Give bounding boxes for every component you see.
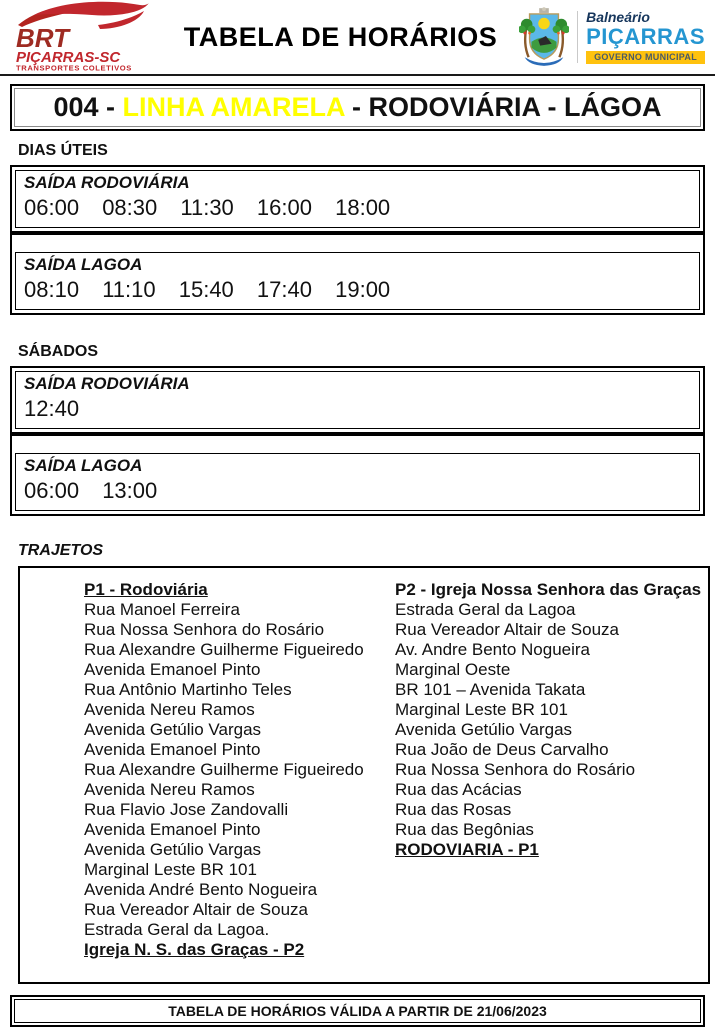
route-street: Avenida Emanoel Pinto bbox=[84, 820, 261, 839]
route-street: Avenida Getúlio Vargas bbox=[84, 720, 262, 739]
brt-logo bbox=[0, 0, 162, 76]
route-street: Rua Antônio Martinho Teles bbox=[84, 680, 292, 699]
departure-title: SAÍDA LAGOA bbox=[24, 456, 143, 475]
route-street: Marginal Leste BR 101 bbox=[395, 700, 568, 719]
city-name-picarras: PIÇARRAS bbox=[586, 23, 705, 49]
line-banner bbox=[10, 84, 705, 131]
line-name-highlight: LINHA AMARELA bbox=[122, 92, 345, 122]
route-street: Rua Vereador Altair de Souza bbox=[84, 900, 308, 919]
route-column-p1 bbox=[20, 580, 395, 982]
city-logo-divider bbox=[577, 11, 578, 63]
city-government-badge: GOVERNO MUNICIPAL bbox=[586, 51, 705, 64]
saturdays-rodoviaria-inner bbox=[15, 371, 700, 429]
route-street: Rua Manoel Ferreira bbox=[84, 600, 240, 619]
route-street: Av. Andre Bento Nogueira bbox=[395, 640, 591, 659]
route-street: Avenida André Bento Nogueira bbox=[84, 880, 318, 899]
departure-times bbox=[24, 478, 691, 504]
weekdays-rodoviaria-table bbox=[10, 165, 705, 233]
route-end-p1: RODOVIARIA - P1 bbox=[395, 840, 539, 859]
departure-times bbox=[24, 277, 691, 303]
route-street: Estrada Geral da Lagoa. bbox=[84, 920, 270, 939]
route-street: Rua Nossa Senhora do Rosário bbox=[84, 620, 325, 639]
weekdays-lagoa-table bbox=[10, 233, 705, 315]
line-number: 004 - bbox=[53, 92, 123, 122]
route-street: Rua Vereador Altair de Souza bbox=[395, 620, 619, 639]
time-value: 06:00 bbox=[24, 478, 80, 503]
saturdays-lagoa-inner bbox=[15, 453, 700, 511]
validity-text: TABELA DE HORÁRIOS VÁLIDA A PARTIR DE 21/06/2023 bbox=[14, 999, 701, 1023]
time-value: 13:00 bbox=[102, 478, 158, 503]
brt-logo-text-1: BRT bbox=[16, 22, 69, 53]
weekdays-rodoviaria-inner bbox=[15, 170, 700, 228]
city-name-balneario: Balneário bbox=[586, 8, 650, 25]
route-street: Estrada Geral da Lagoa bbox=[395, 600, 576, 619]
route-street: Rua das Acácias bbox=[395, 780, 522, 799]
saturdays-lagoa-table bbox=[10, 434, 705, 516]
time-value: 08:30 bbox=[102, 195, 158, 220]
departure-times bbox=[24, 195, 691, 221]
saturdays-rodoviaria-table bbox=[10, 366, 705, 434]
weekdays-section-label: DIAS ÚTEIS bbox=[18, 142, 108, 159]
time-value: 19:00 bbox=[335, 277, 391, 302]
route-start-p1: P1 - Rodoviária bbox=[84, 580, 208, 599]
time-value: 18:00 bbox=[335, 195, 391, 220]
route-street: Rua das Rosas bbox=[395, 800, 512, 819]
line-route: - RODOVIÁRIA - LÁGOA bbox=[344, 92, 662, 122]
departure-title: SAÍDA RODOVIÁRIA bbox=[24, 374, 190, 393]
time-value: 12:40 bbox=[24, 396, 80, 421]
route-street: Rua Flavio Jose Zandovalli bbox=[84, 800, 289, 819]
time-value: 15:40 bbox=[178, 277, 234, 302]
brt-logo-text-3: TRANSPORTES COLETIVOS bbox=[16, 63, 132, 71]
route-street: Marginal Leste BR 101 bbox=[84, 860, 257, 879]
departure-times bbox=[24, 396, 691, 422]
route-street: Avenida Nereu Ramos bbox=[84, 780, 255, 799]
city-logo-text bbox=[586, 10, 705, 64]
page-title: TABELA DE HORÁRIOS bbox=[183, 21, 498, 52]
route-end-p2: Igreja N. S. das Graças - P2 bbox=[84, 940, 305, 959]
time-value: 17:40 bbox=[256, 277, 312, 302]
time-value: 11:10 bbox=[102, 277, 156, 302]
route-start-p2: P2 - Igreja Nossa Senhora das Graças bbox=[395, 580, 702, 599]
brt-logo-text-2: PIÇARRAS-SC bbox=[16, 48, 121, 66]
line-banner-text bbox=[14, 88, 701, 127]
time-value: 16:00 bbox=[256, 195, 312, 220]
time-value: 06:00 bbox=[24, 195, 80, 220]
route-street: BR 101 – Avenida Takata bbox=[395, 680, 586, 699]
route-street: Rua Alexandre Guilherme Figueiredo bbox=[84, 760, 364, 779]
route-column-p2 bbox=[395, 580, 708, 982]
page-header bbox=[0, 0, 715, 76]
route-street: Rua das Begônias bbox=[395, 820, 534, 839]
time-value: 11:30 bbox=[180, 195, 234, 220]
departure-title: SAÍDA LAGOA bbox=[24, 255, 143, 274]
route-street: Avenida Getúlio Vargas bbox=[395, 720, 573, 739]
route-street: Rua João de Deus Carvalho bbox=[395, 740, 609, 759]
city-logo bbox=[519, 7, 715, 67]
route-street: Marginal Oeste bbox=[395, 660, 511, 679]
route-street: Avenida Nereu Ramos bbox=[84, 700, 255, 719]
city-crest-icon bbox=[519, 7, 569, 67]
route-street: Avenida Emanoel Pinto bbox=[84, 660, 261, 679]
routes-box bbox=[18, 566, 710, 984]
validity-footer bbox=[10, 995, 705, 1027]
time-value: 08:10 bbox=[24, 277, 80, 302]
route-street: Avenida Getúlio Vargas bbox=[84, 840, 262, 859]
routes-section-label: TRAJETOS bbox=[18, 542, 104, 559]
route-street: Rua Nossa Senhora do Rosário bbox=[395, 760, 636, 779]
departure-title: SAÍDA RODOVIÁRIA bbox=[24, 173, 190, 192]
route-street: Avenida Emanoel Pinto bbox=[84, 740, 261, 759]
route-street: Rua Alexandre Guilherme Figueiredo bbox=[84, 640, 364, 659]
weekdays-lagoa-inner bbox=[15, 252, 700, 310]
saturdays-section-label: SÁBADOS bbox=[18, 343, 99, 360]
brt-logo-icon bbox=[12, 0, 150, 71]
